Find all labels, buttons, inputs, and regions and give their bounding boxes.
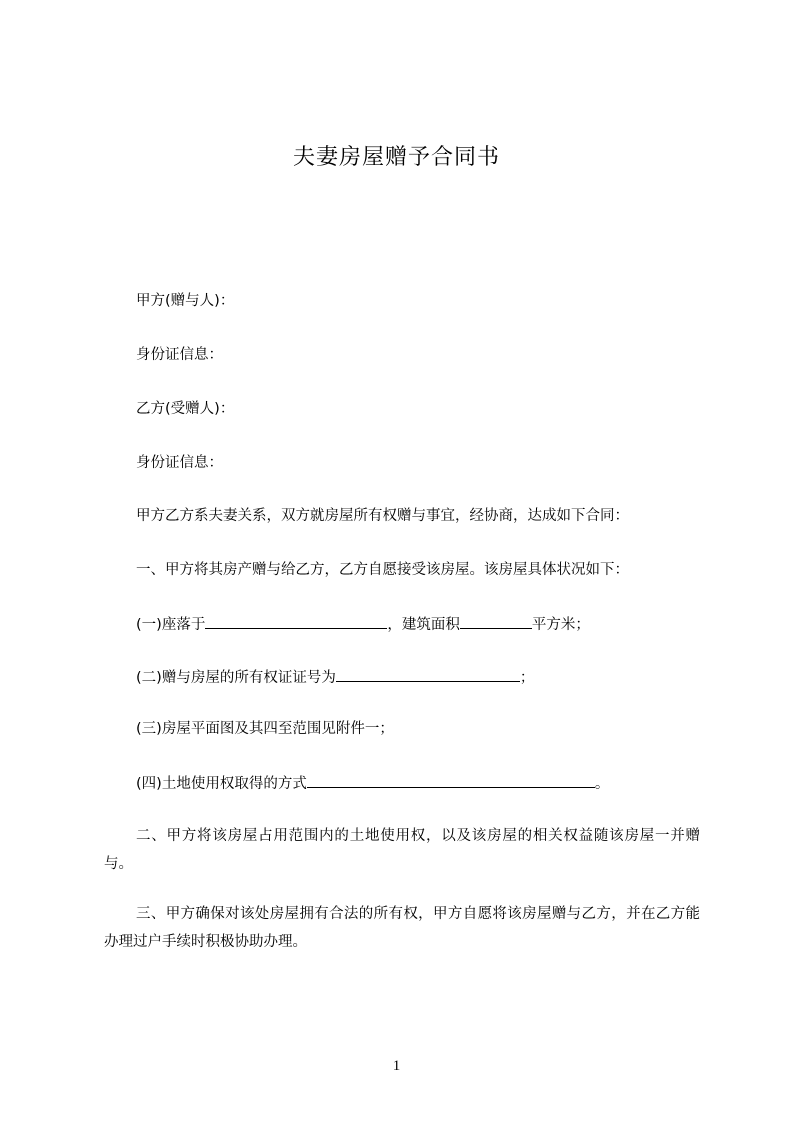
clause-1-item-4 [136, 772, 609, 794]
party-b-label: 乙方(受赠人)： [136, 401, 235, 417]
location-blank [205, 613, 387, 629]
item-4-suffix: 。 [594, 776, 610, 792]
item-1-suffix: 平方米； [531, 617, 590, 633]
item-2-suffix: ； [519, 670, 535, 686]
clause-1-heading: 一、甲方将其房产赠与给乙方，乙方自愿接受该房屋。该房屋具体状况如下： [136, 562, 629, 578]
clause-1-item-1 [136, 613, 590, 635]
land-use-method-blank [307, 772, 595, 788]
document-title: 夫妻房屋赠予合同书 [292, 145, 500, 170]
item-1-prefix: (一)座落于 [136, 617, 206, 633]
item-2-prefix: (二)赠与房屋的所有权证证号为 [136, 670, 336, 686]
intro-statement: 甲方乙方系夫妻关系，双方就房屋所有权赠与事宜，经协商，达成如下合同： [136, 508, 629, 524]
party-b-id-label: 身份证信息： [136, 455, 223, 471]
clause-3: 三、甲方确保对该处房屋拥有合法的所有权，甲方自愿将该房屋赠与乙方，并在乙方能办理过户手续时积极协助办理。 [104, 906, 700, 950]
item-4-prefix: (四)土地使用权取得的方式 [136, 776, 307, 792]
clause-1-item-3: (三)房屋平面图及其四至范围见附件一； [136, 721, 394, 737]
party-a-id-label: 身份证信息： [136, 347, 223, 363]
certificate-number-blank [336, 666, 520, 682]
area-blank [460, 613, 532, 629]
party-a-label: 甲方(赠与人)： [136, 293, 235, 309]
item-1-middle: ，建筑面积 [387, 617, 460, 633]
page-number: 1 [392, 1058, 401, 1074]
clause-1-item-2 [136, 666, 534, 688]
clause-2: 二、甲方将该房屋占用范围内的土地使用权，以及该房屋的相关权益随该房屋一并赠与。 [104, 828, 700, 872]
